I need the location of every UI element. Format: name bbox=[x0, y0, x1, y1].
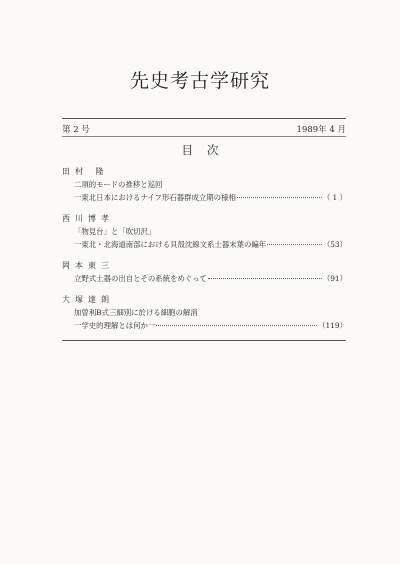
journal-title: 先史考古学研究 bbox=[129, 70, 270, 92]
page-number: （91） bbox=[322, 274, 347, 283]
issue-date: 1989年 4 月 bbox=[296, 125, 346, 135]
dot-leader bbox=[208, 278, 322, 279]
page-number: （119） bbox=[318, 321, 347, 330]
entry-title: 加曽利B式三細別に於ける細胞の解消 bbox=[74, 308, 198, 317]
entry-line bbox=[62, 225, 347, 238]
issue-rule bbox=[62, 136, 346, 137]
toc-entry bbox=[62, 260, 347, 285]
dot-leader bbox=[156, 325, 317, 326]
entry-line bbox=[62, 178, 347, 191]
entry-subtitle: 一東北・北海道南部における貝殻沈線文系土器末葉の編年 bbox=[74, 240, 267, 249]
entry-author: 西川博孝 bbox=[62, 214, 114, 223]
page-number: （ 1 ） bbox=[322, 193, 347, 202]
entry-line bbox=[62, 238, 347, 251]
toc-entry bbox=[62, 166, 347, 204]
entry-title: 「物見台」と「吹切沢」 bbox=[74, 227, 156, 236]
toc-entries bbox=[62, 166, 347, 341]
entry-line bbox=[62, 319, 347, 332]
toc-entry bbox=[62, 294, 347, 332]
entry-line bbox=[62, 191, 347, 204]
page-number: （53） bbox=[322, 240, 347, 249]
entry-title: 二項的モードの推移と巡回 bbox=[74, 180, 163, 189]
bottom-rule bbox=[62, 340, 346, 341]
dot-leader bbox=[267, 244, 322, 245]
entry-line bbox=[62, 272, 347, 285]
toc-entry bbox=[62, 213, 347, 251]
entry-line bbox=[62, 306, 347, 319]
entry-author: 岡本東三 bbox=[62, 261, 114, 270]
top-rule bbox=[62, 118, 346, 119]
entry-author: 田村 隆 bbox=[62, 167, 109, 176]
toc-heading: 目次 bbox=[181, 143, 233, 157]
dot-leader bbox=[237, 197, 322, 198]
issue-number: 第 2 号 bbox=[62, 125, 90, 135]
entry-subtitle: 一学史的理解とは何か一 bbox=[74, 321, 156, 330]
entry-subtitle: 一東北日本におけるナイフ形石器群成立期の様相 bbox=[74, 193, 236, 202]
entry-title: 立野式土器の出自とその系統をめぐって bbox=[74, 274, 207, 283]
entry-author: 大塚達朗 bbox=[62, 295, 114, 304]
